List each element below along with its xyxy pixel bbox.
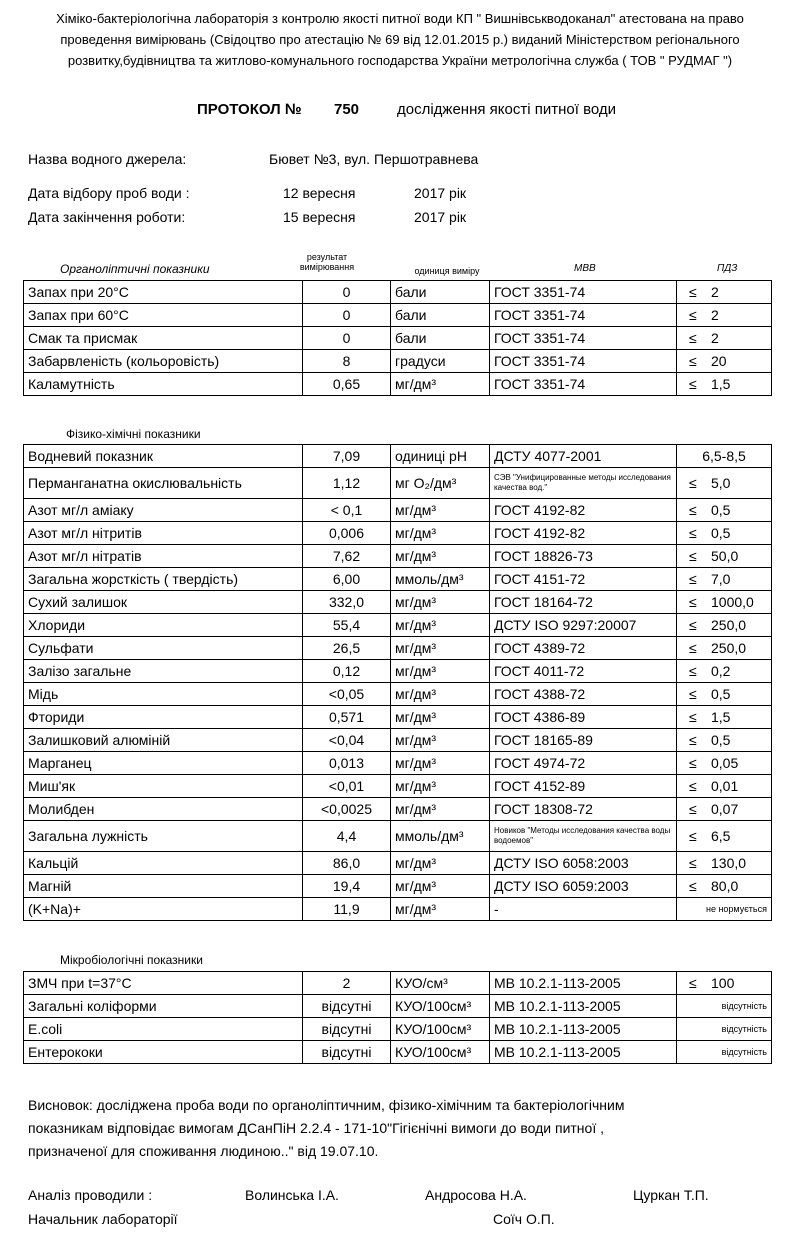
parameter-name-cell: Марганец (24, 752, 303, 775)
result-cell: 19,4 (303, 875, 391, 898)
parameter-name-cell: Ентерококи (24, 1041, 303, 1064)
table-row (24, 568, 772, 591)
result-cell: 0 (303, 281, 391, 304)
method-cell: ГОСТ 4389-72 (490, 637, 677, 660)
limit-cell (677, 852, 772, 875)
parameter-name-cell: Хлориди (24, 614, 303, 637)
method-cell: ГОСТ 4974-72 (490, 752, 677, 775)
method-cell: ДСТУ ISO 6059:2003 (490, 875, 677, 898)
method-cell: ГОСТ 4386-89 (490, 706, 677, 729)
result-cell: відсутні (303, 1018, 391, 1041)
parameter-name-cell: Каламутність (24, 373, 303, 396)
limit-value: 0,5 (711, 502, 731, 518)
method-cell: ГОСТ 4151-72 (490, 568, 677, 591)
table-row (24, 752, 772, 775)
result-cell: <0,0025 (303, 798, 391, 821)
method-cell: ГОСТ 18826-73 (490, 545, 677, 568)
method-cell: ГОСТ 4011-72 (490, 660, 677, 683)
result-cell: 26,5 (303, 637, 391, 660)
physchem-section-title: Фізико-хімічні показники (66, 427, 201, 441)
parameter-name-cell: Залізо загальне (24, 660, 303, 683)
parameter-name-cell: Забарвленість (кольоровість) (24, 350, 303, 373)
table-row (24, 852, 772, 875)
limit-column-header: ПДЗ (717, 263, 738, 274)
unit-cell: бали (391, 327, 490, 350)
table-row (24, 350, 772, 373)
method-cell: ДСТУ 4077-2001 (490, 445, 677, 468)
result-cell: <0,04 (303, 729, 391, 752)
limit-value: 2 (711, 284, 719, 300)
parameter-name-cell: Миш'як (24, 775, 303, 798)
header-line-1: Хіміко-бактеріологічна лабораторія з контролю якості питної води КП " Вишнівськводоканал" атестована на право (56, 11, 744, 26)
limit-sign: ≤ (689, 663, 697, 679)
result-cell: відсутні (303, 995, 391, 1018)
method-cell: ГОСТ 18308-72 (490, 798, 677, 821)
conclusion-line-2: показникам відповідає вимогам ДСанПіН 2.2.4 - 171-10"Гігієнічні вимоги до води питної , (28, 1120, 604, 1136)
limit-cell (677, 614, 772, 637)
limit-sign: ≤ (689, 525, 697, 541)
limit-value: 0,5 (711, 732, 731, 748)
analyst-1: Волинська І.А. (245, 1187, 339, 1203)
parameter-name-cell: Азот мг/л аміаку (24, 499, 303, 522)
table-row (24, 327, 772, 350)
source-label: Назва водного джерела: (28, 151, 187, 167)
parameter-name-cell: ЗМЧ при t=37°С (24, 972, 303, 995)
unit-cell: мг/дм³ (391, 591, 490, 614)
limit-value: 7,0 (711, 571, 731, 587)
result-cell: 6,00 (303, 568, 391, 591)
limit-cell (677, 752, 772, 775)
unit-cell: мг/дм³ (391, 875, 490, 898)
limit-value: 0,07 (711, 801, 739, 817)
method-cell: ГОСТ 3351-74 (490, 373, 677, 396)
table-row (24, 637, 772, 660)
limit-cell (677, 591, 772, 614)
table-row (24, 706, 772, 729)
method-cell: ДСТУ ISO 6058:2003 (490, 852, 677, 875)
table-row (24, 1018, 772, 1041)
limit-cell: відсутність (677, 1018, 772, 1041)
result-cell: 0 (303, 304, 391, 327)
source-value: Бювет №3, вул. Першотравнева (269, 151, 479, 167)
method-cell: ГОСТ 3351-74 (490, 281, 677, 304)
unit-cell: мг/дм³ (391, 752, 490, 775)
result-cell: <0,05 (303, 683, 391, 706)
limit-value: 250,0 (711, 617, 747, 633)
analysts-label: Аналіз проводили : (28, 1187, 153, 1203)
result-cell: 0,571 (303, 706, 391, 729)
header-line-2: проведення вимірювань (Свідоцтво про атестацію № 69 від 12.01.2015 р.) виданий Міністерством регіонального (60, 32, 740, 47)
table-row (24, 522, 772, 545)
unit-cell: мг/дм³ (391, 852, 490, 875)
table-row (24, 614, 772, 637)
table-row (24, 1041, 772, 1064)
limit-cell (677, 350, 772, 373)
organoleptic-table-body (24, 281, 772, 396)
method-cell: Новиков "Методы исследования качества воды водоемов" (490, 821, 677, 852)
limit-sign: ≤ (689, 548, 697, 564)
result-cell: 0,65 (303, 373, 391, 396)
limit-sign: ≤ (689, 307, 697, 323)
unit-cell: мг/дм³ (391, 706, 490, 729)
result-cell: 86,0 (303, 852, 391, 875)
limit-cell (677, 821, 772, 852)
parameter-name-cell: Азот мг/л нітритів (24, 522, 303, 545)
unit-cell: бали (391, 281, 490, 304)
limit-sign: ≤ (689, 640, 697, 656)
analyst-3: Цуркан Т.П. (633, 1187, 709, 1203)
method-cell: МВ 10.2.1-113-2005 (490, 1041, 677, 1064)
limit-sign: ≤ (689, 828, 697, 844)
limit-sign: ≤ (689, 617, 697, 633)
micro-section-title: Мікробіологічні показники (60, 953, 203, 967)
limit-sign: ≤ (689, 709, 697, 725)
table-row (24, 798, 772, 821)
limit-sign: ≤ (689, 330, 697, 346)
unit-cell: КУО/100см³ (391, 1018, 490, 1041)
limit-value: 1,5 (711, 376, 731, 392)
protocol-subject: дослідження якості питної води (397, 101, 617, 118)
conclusion (28, 1094, 778, 1163)
result-cell: 0,006 (303, 522, 391, 545)
result-cell: 0,013 (303, 752, 391, 775)
micro-table (23, 971, 772, 1064)
unit-cell: мг/дм³ (391, 898, 490, 921)
method-cell: МВ 10.2.1-113-2005 (490, 1018, 677, 1041)
limit-sign: ≤ (689, 755, 697, 771)
limit-value: 50,0 (711, 548, 739, 564)
sampling-label: Дата відбору проб води : (28, 185, 190, 201)
lab-header (20, 8, 780, 71)
limit-cell (677, 775, 772, 798)
limit-value: 0,01 (711, 778, 739, 794)
organoleptic-section-title: Органоліптичні показники (60, 262, 210, 276)
table-row (24, 545, 772, 568)
unit-cell: одиниці рН (391, 445, 490, 468)
unit-cell: бали (391, 304, 490, 327)
limit-cell: не нормується (677, 898, 772, 921)
limit-cell (677, 327, 772, 350)
parameter-name-cell: Запах при 60°С (24, 304, 303, 327)
limit-cell (677, 545, 772, 568)
limit-sign: ≤ (689, 376, 697, 392)
limit-sign: ≤ (689, 732, 697, 748)
result-cell: 11,9 (303, 898, 391, 921)
limit-value: 1,5 (711, 709, 731, 725)
unit-cell: ммоль/дм³ (391, 568, 490, 591)
table-row (24, 281, 772, 304)
method-cell: ГОСТ 4388-72 (490, 683, 677, 706)
unit-cell: мг/дм³ (391, 637, 490, 660)
sampling-year: 2017 рік (414, 185, 467, 201)
limit-value: 5,0 (711, 475, 731, 491)
micro-table-body (24, 972, 772, 1064)
unit-cell: КУО/см³ (391, 972, 490, 995)
unit-cell: мг/дм³ (391, 522, 490, 545)
limit-cell: 6,5-8,5 (677, 445, 772, 468)
result-cell: 7,09 (303, 445, 391, 468)
result-cell: 7,62 (303, 545, 391, 568)
parameter-name-cell: Азот мг/л нітратів (24, 545, 303, 568)
parameter-name-cell: Перманганатна окислювальність (24, 468, 303, 499)
limit-value: 250,0 (711, 640, 747, 656)
unit-cell: мг/дм³ (391, 729, 490, 752)
end-date: 15 вересня (283, 209, 356, 225)
parameter-name-cell: Залишковий алюміній (24, 729, 303, 752)
method-cell: ГОСТ 3351-74 (490, 350, 677, 373)
method-cell: СЭВ "Унифицированные методы исследования качества вод." (490, 468, 677, 499)
result-cell: < 0,1 (303, 499, 391, 522)
limit-sign: ≤ (689, 801, 697, 817)
sampling-date: 12 вересня (283, 185, 356, 201)
parameter-name-cell: Загальна жорсткість ( твердість) (24, 568, 303, 591)
limit-value: 2 (711, 330, 719, 346)
parameter-name-cell: Молибден (24, 798, 303, 821)
limit-cell (677, 660, 772, 683)
limit-value: 130,0 (711, 855, 747, 871)
parameter-name-cell: Водневий показник (24, 445, 303, 468)
limit-cell (677, 468, 772, 499)
unit-cell: мг/дм³ (391, 775, 490, 798)
unit-cell: КУО/100см³ (391, 995, 490, 1018)
parameter-name-cell: Сульфати (24, 637, 303, 660)
result-cell: 55,4 (303, 614, 391, 637)
conclusion-line-3: призначеної для споживання людиною.." від 19.07.10. (28, 1143, 379, 1159)
end-label: Дата закінчення роботи: (28, 209, 186, 225)
limit-sign: ≤ (689, 975, 697, 991)
limit-value: 6,5 (711, 828, 731, 844)
head-label: Начальник лабораторії (28, 1211, 178, 1227)
parameter-name-cell: Кальцій (24, 852, 303, 875)
unit-cell: мг/дм³ (391, 798, 490, 821)
table-row (24, 373, 772, 396)
result-cell: 8 (303, 350, 391, 373)
limit-cell: відсутність (677, 1041, 772, 1064)
limit-sign: ≤ (689, 594, 697, 610)
method-cell: МВ 10.2.1-113-2005 (490, 995, 677, 1018)
table-row (24, 898, 772, 921)
limit-sign: ≤ (689, 284, 697, 300)
limit-cell: відсутність (677, 995, 772, 1018)
table-row (24, 972, 772, 995)
table-row (24, 591, 772, 614)
method-cell: ГОСТ 4192-82 (490, 499, 677, 522)
parameter-name-cell: (K+Na)+ (24, 898, 303, 921)
parameter-name-cell: Загальна лужність (24, 821, 303, 852)
result-cell: 4,4 (303, 821, 391, 852)
limit-value: 20 (711, 353, 727, 369)
limit-value: 0,2 (711, 663, 731, 679)
limit-cell (677, 568, 772, 591)
parameter-name-cell: Фториди (24, 706, 303, 729)
limit-value: 0,5 (711, 525, 731, 541)
table-row (24, 683, 772, 706)
table-row (24, 445, 772, 468)
unit-cell: мг/дм³ (391, 683, 490, 706)
parameter-name-cell: Запах при 20°С (24, 281, 303, 304)
protocol-label: ПРОТОКОЛ № (197, 101, 302, 118)
limit-value: 80,0 (711, 878, 739, 894)
parameter-name-cell: Сухий залишок (24, 591, 303, 614)
limit-value: 0,05 (711, 755, 739, 771)
table-row (24, 775, 772, 798)
method-cell: ГОСТ 18165-89 (490, 729, 677, 752)
parameter-name-cell: Смак та присмак (24, 327, 303, 350)
limit-sign: ≤ (689, 353, 697, 369)
head-name: Соїч О.П. (493, 1211, 555, 1227)
method-cell: ГОСТ 4192-82 (490, 522, 677, 545)
parameter-name-cell: E.coli (24, 1018, 303, 1041)
method-cell: ГОСТ 4152-89 (490, 775, 677, 798)
result-cell: 2 (303, 972, 391, 995)
limit-cell (677, 875, 772, 898)
unit-cell: мг/дм³ (391, 499, 490, 522)
limit-value: 1000,0 (711, 594, 754, 610)
table-row (24, 821, 772, 852)
analyst-2: Андросова Н.А. (425, 1187, 527, 1203)
method-cell: ГОСТ 3351-74 (490, 304, 677, 327)
limit-value: 2 (711, 307, 719, 323)
limit-sign: ≤ (689, 686, 697, 702)
limit-cell (677, 499, 772, 522)
result-cell: 0 (303, 327, 391, 350)
limit-sign: ≤ (689, 878, 697, 894)
unit-cell: мг/дм³ (391, 660, 490, 683)
unit-cell: мг/дм³ (391, 373, 490, 396)
limit-sign: ≤ (689, 855, 697, 871)
table-row (24, 995, 772, 1018)
physchem-table (23, 444, 772, 921)
table-row (24, 468, 772, 499)
parameter-name-cell: Магній (24, 875, 303, 898)
limit-cell (677, 522, 772, 545)
limit-sign: ≤ (689, 502, 697, 518)
result-cell: 0,12 (303, 660, 391, 683)
method-cell: - (490, 898, 677, 921)
limit-cell (677, 304, 772, 327)
limit-cell (677, 729, 772, 752)
limit-sign: ≤ (689, 475, 697, 491)
header-line-3: розвитку,будівництва та житлово-комунального господарства України метрологічна служба ( ТОВ " РУДМАГ ") (67, 53, 733, 68)
result-cell: <0,01 (303, 775, 391, 798)
method-cell: ДСТУ ISO 9297:20007 (490, 614, 677, 637)
method-column-header: МВВ (574, 263, 596, 274)
limit-cell (677, 683, 772, 706)
limit-cell (677, 798, 772, 821)
physchem-table-body (24, 445, 772, 921)
limit-cell (677, 706, 772, 729)
table-row (24, 499, 772, 522)
result-column-header: результат вимірювання (299, 252, 355, 272)
parameter-name-cell: Мідь (24, 683, 303, 706)
unit-cell: мг/дм³ (391, 614, 490, 637)
limit-cell (677, 637, 772, 660)
parameter-name-cell: Загальні коліформи (24, 995, 303, 1018)
unit-column-header: одиниця виміру (414, 266, 480, 276)
limit-cell (677, 972, 772, 995)
limit-sign: ≤ (689, 571, 697, 587)
method-cell: ГОСТ 18164-72 (490, 591, 677, 614)
limit-cell (677, 373, 772, 396)
protocol-number: 750 (334, 101, 360, 118)
organoleptic-table (23, 280, 772, 396)
unit-cell: мг/дм³ (391, 545, 490, 568)
end-year: 2017 рік (414, 209, 467, 225)
conclusion-line-1: Висновок: досліджена проба води по органоліптичним, фізико-хімічним та бактеріологічним (28, 1097, 625, 1113)
unit-cell: мг О₂/дм³ (391, 468, 490, 499)
unit-cell: КУО/100см³ (391, 1041, 490, 1064)
table-row (24, 660, 772, 683)
table-row (24, 729, 772, 752)
limit-cell (677, 281, 772, 304)
table-row (24, 875, 772, 898)
unit-cell: градуси (391, 350, 490, 373)
limit-value: 0,5 (711, 686, 731, 702)
method-cell: МВ 10.2.1-113-2005 (490, 972, 677, 995)
result-cell: відсутні (303, 1041, 391, 1064)
method-cell: ГОСТ 3351-74 (490, 327, 677, 350)
result-cell: 332,0 (303, 591, 391, 614)
table-row (24, 304, 772, 327)
limit-sign: ≤ (689, 778, 697, 794)
limit-value: 100 (711, 975, 735, 991)
result-cell: 1,12 (303, 468, 391, 499)
unit-cell: ммоль/дм³ (391, 821, 490, 852)
